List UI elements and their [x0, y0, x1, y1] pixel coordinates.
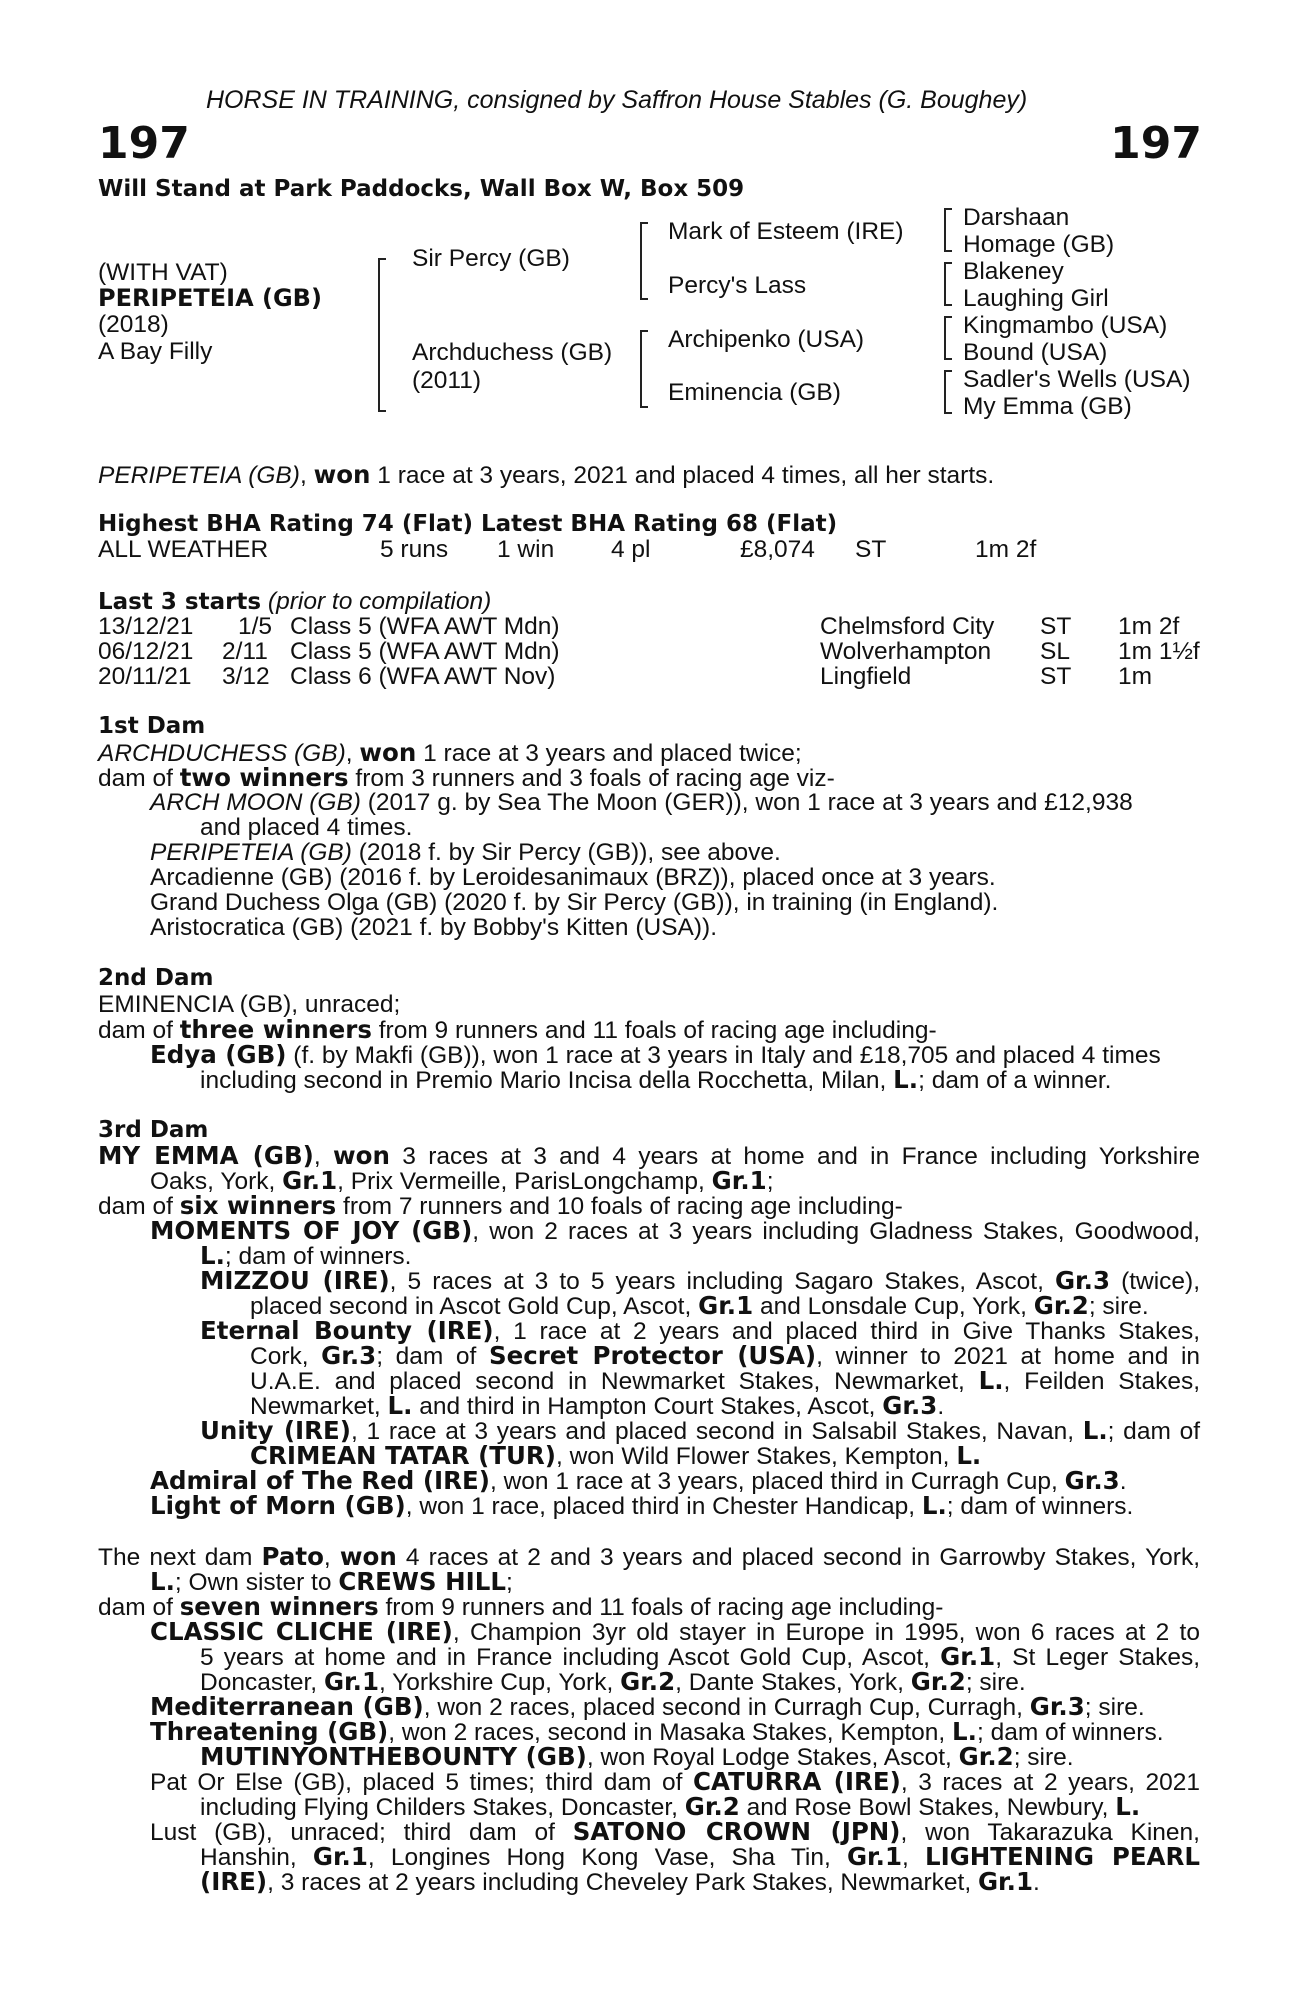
text-fragment: ; sire.: [1084, 1694, 1145, 1721]
text-fragment: won: [333, 1141, 390, 1170]
horse-description: A Bay Filly: [98, 338, 213, 365]
text-fragment: dam of: [98, 1017, 180, 1044]
text-fragment: Hanshin,: [200, 1844, 313, 1871]
text-fragment: , won 1 race at 3 years, placed third in Curragh Cup,: [489, 1468, 1065, 1495]
text-fragment: and third in Hampton Court Stakes, Ascot,: [412, 1393, 883, 1420]
text-fragment: L.: [387, 1391, 413, 1420]
last-starts-title: Last 3 starts: [98, 589, 262, 615]
text-fragment: Light of Morn (GB): [150, 1491, 406, 1520]
text-fragment: .: [1033, 1869, 1040, 1896]
last-starts-heading: [98, 588, 491, 616]
text-fragment: The next dam: [98, 1544, 262, 1571]
text-fragment: Pato: [261, 1542, 324, 1571]
start-course: Lingfield: [820, 663, 912, 690]
start-position: 3/12: [222, 663, 270, 690]
text-fragment: ; dam of winners.: [976, 1719, 1164, 1746]
text-fragment: including Flying Childers Stakes, Doncaster,: [200, 1794, 685, 1821]
start-surface: ST: [1040, 613, 1072, 640]
text-fragment: Gr.2: [1033, 1291, 1089, 1320]
text-fragment: and Rose Bowl Stakes, Newbury,: [739, 1794, 1116, 1821]
pedigree-sire: Sir Percy (GB): [412, 245, 570, 272]
text-fragment: from 9 runners and 11 foals of racing age including-: [371, 1017, 937, 1044]
produce-pat-or-else: [150, 1769, 1200, 1796]
text-fragment: ,: [902, 1844, 925, 1871]
text-fragment: Threatening (GB): [150, 1717, 389, 1746]
text-fragment: L.: [200, 1241, 225, 1270]
record-wins: 1 win: [497, 536, 555, 563]
pedigree-dds: Sadler's Wells (USA): [963, 366, 1191, 393]
stand-line: Will Stand at Park Paddocks, Wall Box W, Box 509: [98, 176, 745, 202]
text-fragment: ARCH MOON (GB): [150, 789, 361, 816]
text-fragment: CATURRA (IRE): [693, 1767, 901, 1796]
pedigree-ddd: My Emma (GB): [963, 393, 1132, 420]
text-fragment: Admiral of The Red (IRE): [150, 1466, 490, 1495]
text-fragment: , Longines Hong Kong Vase, Sha Tin,: [367, 1844, 847, 1871]
text-fragment: Gr.2: [684, 1792, 740, 1821]
text-fragment: ; Own sister to: [174, 1569, 339, 1596]
first-dam-produce-summary: [98, 765, 1198, 792]
text-fragment: , won 1 race, placed third in Chester Handicap,: [405, 1493, 922, 1520]
lot-number-left: 197: [98, 118, 190, 169]
text-fragment: Gr.1: [312, 1842, 368, 1871]
text-fragment: Gr.1: [323, 1667, 379, 1696]
text-fragment: MY EMMA (GB): [98, 1141, 314, 1170]
text-fragment: Doncaster,: [200, 1669, 324, 1696]
text-fragment: and Lonsdale Cup, York,: [753, 1293, 1034, 1320]
text-fragment: , 3 races at 2 years including Cheveley Park Stakes, Newmarket,: [267, 1869, 978, 1896]
text-fragment: dam of: [98, 1193, 180, 1220]
text-fragment: ; sire.: [1013, 1744, 1074, 1771]
text-fragment: ; dam of winners.: [946, 1493, 1134, 1520]
produce-classic-cliche: [150, 1619, 1200, 1646]
start-surface: ST: [1040, 663, 1072, 690]
produce-arcadienne: Arcadienne (GB) (2016 f. by Leroidesanimaux (BRZ)), placed once at 3 years.: [150, 864, 996, 891]
text-fragment: seven winners: [179, 1592, 379, 1621]
text-fragment: , 1 race at 2 years and placed third in Give Thanks Stakes,: [493, 1318, 1200, 1345]
start-distance: 1m 1½f: [1118, 638, 1200, 665]
text-fragment: Gr.1: [940, 1642, 996, 1671]
text-fragment: L.: [956, 1441, 982, 1470]
produce-eternal-bounty-cont3: [250, 1393, 1314, 1420]
text-fragment: U.A.E. and placed second in Newmarket Stakes, Newmarket,: [250, 1368, 979, 1395]
start-surface: SL: [1040, 638, 1070, 665]
text-fragment: , Champion 3yr old stayer in Europe in 1995, won 6 races at 2 to: [452, 1619, 1200, 1646]
pedigree-dam-year: (2011): [412, 367, 482, 394]
produce-edya: [150, 1042, 1250, 1069]
text-fragment: Gr.2: [620, 1667, 676, 1696]
text-fragment: Unity (IRE): [200, 1416, 351, 1445]
produce-lust-cont2: [200, 1869, 1300, 1896]
start-distance: 1m: [1118, 663, 1153, 690]
text-fragment: , won Royal Lodge Stakes, Ascot,: [586, 1744, 959, 1771]
text-fragment: Secret Protector (USA): [488, 1341, 817, 1370]
ds-brace: [944, 316, 952, 360]
text-fragment: ; sire.: [1088, 1293, 1149, 1320]
vat-label: (WITH VAT): [98, 259, 228, 286]
text-fragment: Pat Or Else (GB), placed 5 times; third dam of: [150, 1769, 694, 1796]
lot-number-right: 197: [1110, 118, 1202, 169]
record-surface: ALL WEATHER: [98, 536, 269, 563]
text-fragment: ;: [505, 1569, 513, 1596]
sd-brace: [944, 262, 952, 306]
text-fragment: L.: [1082, 1416, 1108, 1445]
last-starts-note: (prior to compilation): [261, 588, 492, 615]
sire-brace: [640, 222, 648, 300]
start-distance: 1m 2f: [1118, 613, 1180, 640]
text-fragment: Oaks, York,: [150, 1168, 283, 1195]
horse-name: PERIPETEIA (GB): [98, 284, 322, 312]
race-summary: PERIPETEIA (GB), won 1 race at 3 years, 2021 and placed 4 times, all her starts.: [98, 460, 995, 489]
first-dam-heading: 1st Dam: [98, 713, 206, 739]
pedigree-dss: Kingmambo (USA): [963, 312, 1168, 339]
text-fragment: L.: [893, 1065, 919, 1094]
text-fragment: Newmarket,: [250, 1393, 388, 1420]
produce-edya-cont: [200, 1067, 1300, 1094]
text-fragment: LIGHTENING PEARL: [924, 1842, 1200, 1871]
produce-arch-moon-cont: and placed 4 times.: [200, 814, 413, 841]
text-fragment: .: [937, 1393, 945, 1420]
produce-lust-cont1: [200, 1844, 1200, 1871]
pedigree-dam-sire: Archipenko (USA): [668, 326, 865, 353]
text-fragment: Gr.3: [1029, 1692, 1085, 1721]
text-fragment: ; dam of: [376, 1343, 489, 1370]
summary-horse-name: PERIPETEIA (GB): [98, 462, 300, 489]
start-date: 13/12/21: [98, 613, 194, 640]
text-fragment: , Feilden Stakes,: [1003, 1368, 1201, 1395]
start-race: Class 5 (WFA AWT Mdn): [290, 638, 560, 665]
text-fragment: placed second in Ascot Gold Cup, Ascot,: [250, 1293, 699, 1320]
pedigree-dam-dam: Eminencia (GB): [668, 379, 841, 406]
text-fragment: Gr.1: [846, 1842, 902, 1871]
produce-moments-of-joy: [150, 1218, 1200, 1245]
produce-aristocratica: Aristocratica (GB) (2021 f. by Bobby's Kitten (USA)).: [150, 914, 718, 941]
text-fragment: ,: [313, 1143, 334, 1170]
text-fragment: , Yorkshire Cup, York,: [379, 1669, 621, 1696]
text-fragment: CRIMEAN TATAR (TUR): [250, 1441, 556, 1470]
text-fragment: CREWS HILL: [338, 1567, 506, 1596]
pedigree-sdd: Laughing Girl: [963, 285, 1109, 312]
text-fragment: won: [339, 1542, 397, 1571]
pedigree-sds: Blakeney: [963, 258, 1064, 285]
produce-peripeteia: [150, 840, 1250, 866]
text-fragment: (2017 g. by Sea The Moon (GER)), won 1 race at 3 years and £12,938: [360, 789, 1133, 816]
text-fragment: , Dante Stakes, York,: [675, 1669, 911, 1696]
text-fragment: (IRE): [200, 1867, 268, 1896]
text-fragment: (twice),: [1110, 1268, 1201, 1295]
text-fragment: , won 2 races, second in Masaka Stakes, Kempton,: [388, 1719, 953, 1746]
text-fragment: SATONO CROWN (JPN): [572, 1817, 901, 1846]
text-fragment: from 3 runners and 3 foals of racing age viz-: [348, 765, 835, 792]
text-fragment: , won 2 races at 3 years including Gladness Stakes, Goodwood,: [472, 1218, 1200, 1245]
start-course: Chelmsford City: [820, 613, 995, 640]
text-fragment: , 3 races at 2 years, 2021: [900, 1769, 1200, 1796]
text-fragment: , winner to 2021 at home and in: [816, 1343, 1201, 1370]
text-fragment: , won Wild Flower Stakes, Kempton,: [555, 1443, 957, 1470]
start-date: 20/11/21: [98, 663, 192, 690]
text-fragment: Eternal Bounty (IRE): [200, 1316, 494, 1345]
text-fragment: ; dam of: [1107, 1418, 1201, 1445]
text-fragment: MOMENTS OF JOY (GB): [150, 1216, 473, 1245]
bha-rating-title: Highest BHA Rating 74 (Flat) Latest BHA Rating 68 (Flat): [98, 511, 838, 537]
text-fragment: Lust (GB), unraced; third dam of: [150, 1819, 573, 1846]
second-dam-heading: 2nd Dam: [98, 965, 214, 991]
text-fragment: L.: [150, 1567, 175, 1596]
produce-light-of-morn: [150, 1493, 1250, 1520]
text-fragment: Gr.2: [910, 1667, 966, 1696]
pedigree-dam: Archduchess (GB): [412, 339, 613, 366]
text-fragment: six winners: [179, 1191, 337, 1220]
text-fragment: Gr.3: [882, 1391, 938, 1420]
text-fragment: dam of: [98, 765, 180, 792]
produce-grand-duchess-olga: Grand Duchess Olga (GB) (2020 f. by Sir Percy (GB)), in training (in England).: [150, 889, 999, 916]
sire-dam-brace: [378, 258, 386, 412]
text-fragment: L.: [921, 1491, 947, 1520]
start-course: Wolverhampton: [820, 638, 992, 665]
text-fragment: ;: [766, 1168, 774, 1195]
horse-year: (2018): [98, 311, 169, 338]
text-fragment: .: [1119, 1468, 1127, 1495]
start-race: Class 5 (WFA AWT Mdn): [290, 613, 560, 640]
text-fragment: Edya (GB): [150, 1040, 287, 1069]
text-fragment: from 7 runners and 10 foals of racing age including-: [336, 1193, 903, 1220]
text-fragment: ARCHDUCHESS (GB): [98, 740, 346, 767]
ss-brace: [944, 208, 952, 252]
text-fragment: MUTINYONTHEBOUNTY (GB): [200, 1742, 587, 1771]
pedigree-sire-sire: Mark of Esteem (IRE): [668, 218, 904, 245]
text-fragment: L.: [978, 1366, 1004, 1395]
text-fragment: two winners: [179, 763, 349, 792]
text-fragment: Gr.3: [1054, 1266, 1110, 1295]
text-fragment: ; dam of a winner.: [918, 1067, 1112, 1094]
text-fragment: won: [359, 738, 417, 767]
text-fragment: , won Takarazuka Kinen,: [900, 1819, 1200, 1846]
text-fragment: MIZZOU (IRE): [200, 1266, 390, 1295]
text-fragment: including second in Premio Mario Incisa della Rocchetta, Milan,: [200, 1067, 894, 1094]
text-fragment: ; dam of winners.: [224, 1243, 412, 1270]
text-fragment: , 1 race at 3 years and placed second in Salsabil Stakes, Navan,: [350, 1418, 1083, 1445]
text-fragment: PERIPETEIA (GB): [150, 839, 352, 866]
summary-rest: 1 race at 3 years, 2021 and placed 4 times, all her starts.: [370, 462, 995, 489]
text-fragment: Gr.1: [698, 1291, 754, 1320]
third-dam-heading: 3rd Dam: [98, 1117, 209, 1143]
record-earnings: £8,074: [740, 536, 815, 563]
text-fragment: three winners: [179, 1015, 372, 1044]
text-fragment: Gr.2: [958, 1742, 1014, 1771]
text-fragment: ,: [345, 740, 360, 767]
third-dam-line: [98, 1143, 1200, 1170]
record-runs: 5 runs: [380, 536, 449, 563]
next-dam-line: [98, 1544, 1200, 1571]
pedigree-sire-dam: Percy's Lass: [668, 272, 807, 299]
text-fragment: , Prix Vermeille, ParisLongchamp,: [337, 1168, 712, 1195]
start-race: Class 6 (WFA AWT Nov): [290, 663, 556, 690]
text-fragment: (f. by Makfi (GB)), won 1 race at 3 years in Italy and £18,705 and placed 4 times: [286, 1042, 1161, 1069]
text-fragment: ; sire.: [965, 1669, 1026, 1696]
text-fragment: Cork,: [250, 1343, 322, 1370]
pedigree-dsd: Bound (USA): [963, 339, 1108, 366]
text-fragment: 5 years at home and in France including Ascot Gold Cup, Ascot,: [200, 1644, 941, 1671]
text-fragment: 4 races at 2 and 3 years and placed second in Garrowby Stakes, York,: [396, 1544, 1200, 1571]
pedigree-ssd: Homage (GB): [963, 231, 1115, 258]
consignor-line: HORSE IN TRAINING, consigned by Saffron House Stables (G. Boughey): [206, 86, 1028, 114]
second-dam-line: EMINENCIA (GB), unraced;: [98, 991, 401, 1018]
record-distance: 1m 2f: [975, 536, 1037, 563]
record-going: ST: [855, 536, 887, 563]
produce-arch-moon: [150, 790, 1250, 816]
text-fragment: Gr.3: [321, 1341, 377, 1370]
text-fragment: Gr.1: [282, 1166, 338, 1195]
text-fragment: Gr.1: [977, 1867, 1033, 1896]
text-fragment: (2018 f. by Sir Percy (GB)), see above.: [351, 839, 781, 866]
pedigree-sss: Darshaan: [963, 204, 1070, 231]
text-fragment: 1 race at 3 years and placed twice;: [416, 740, 802, 767]
text-fragment: L.: [952, 1717, 977, 1746]
record-places: 4 pl: [611, 536, 651, 563]
start-date: 06/12/21: [98, 638, 194, 665]
text-fragment: from 9 runners and 11 foals of racing age including-: [378, 1594, 944, 1621]
text-fragment: Gr.3: [1064, 1466, 1120, 1495]
dd-brace: [944, 370, 952, 414]
text-fragment: ,: [323, 1544, 340, 1571]
text-fragment: , 5 races at 3 to 5 years including Sagaro Stakes, Ascot,: [389, 1268, 1055, 1295]
start-position: 2/11: [222, 638, 268, 665]
text-fragment: 3 races at 3 and 4 years at home and in France including Yorkshire: [389, 1143, 1200, 1170]
text-fragment: L.: [1115, 1792, 1141, 1821]
text-fragment: Mediterranean (GB): [150, 1692, 424, 1721]
summary-won: won: [313, 460, 371, 489]
text-fragment: CLASSIC CLICHE (IRE): [150, 1617, 453, 1646]
text-fragment: Gr.1: [711, 1166, 767, 1195]
text-fragment: , St Leger Stakes,: [995, 1644, 1201, 1671]
text-fragment: dam of: [98, 1594, 180, 1621]
text-fragment: , won 2 races, placed second in Curragh Cup, Curragh,: [423, 1694, 1030, 1721]
start-position: 1/5: [238, 613, 273, 640]
produce-eternal-bounty-cont1: [250, 1343, 1200, 1370]
dam-brace: [640, 330, 648, 408]
